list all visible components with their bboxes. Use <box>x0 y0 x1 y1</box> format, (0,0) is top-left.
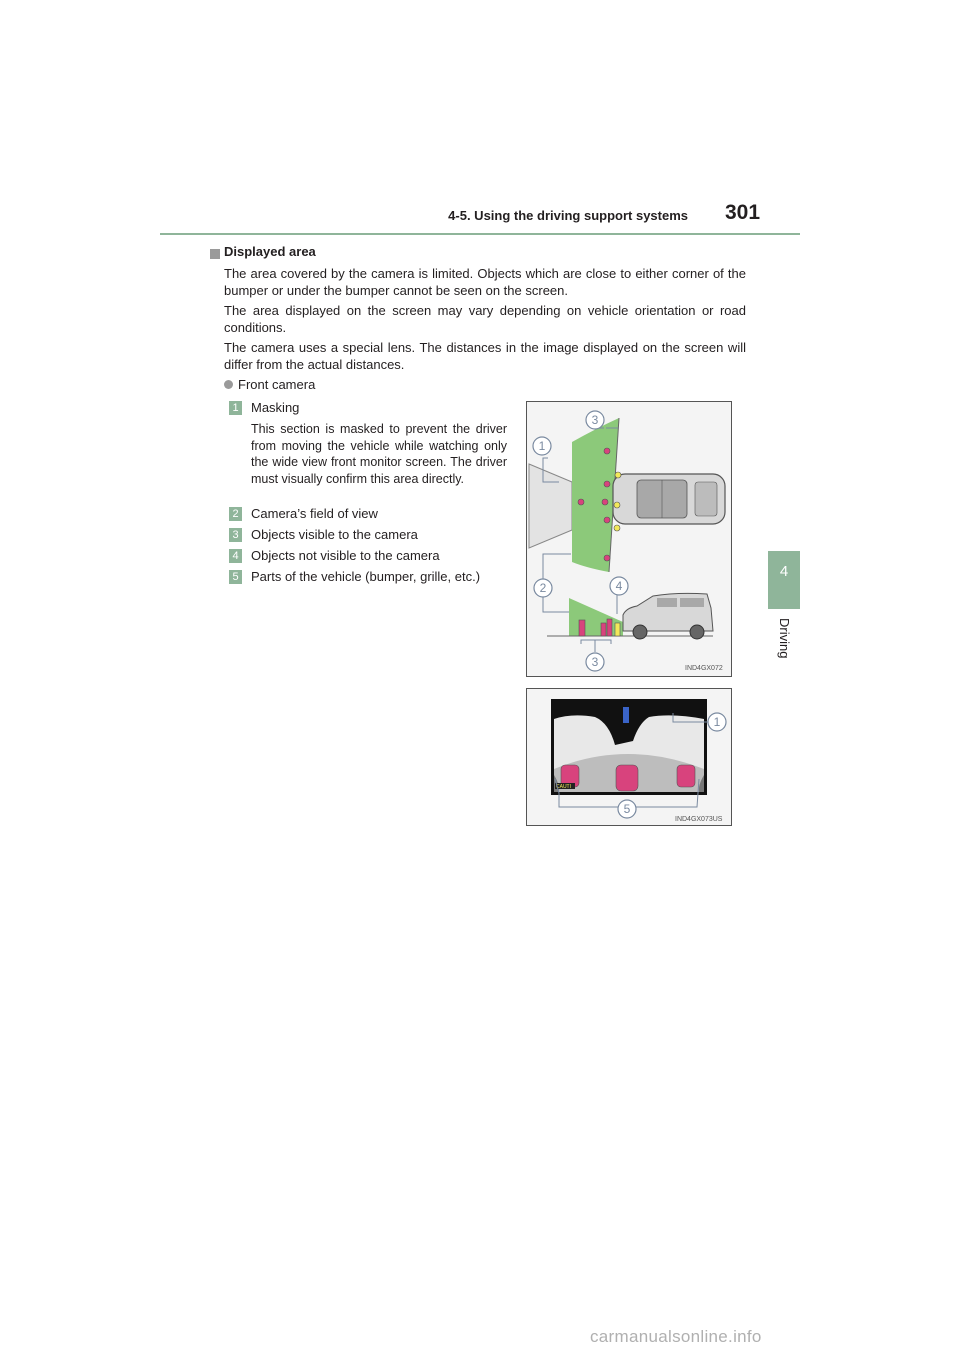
item-label: Parts of the vehicle (bumper, grille, etc.) <box>251 569 481 584</box>
item-number-badge: 5 <box>229 570 242 584</box>
callout-label: 4 <box>615 579 623 593</box>
item-label: Masking <box>251 400 300 415</box>
callout-label: 1 <box>538 439 546 453</box>
item-label: Objects not visible to the camera <box>251 548 440 563</box>
item-number-badge: 4 <box>229 549 242 563</box>
page-header-title: 4-5. Using the driving support systems <box>448 208 688 223</box>
masking-area <box>529 464 572 548</box>
camera-screen-illustration <box>527 689 731 825</box>
watermark: carmanualsonline.info <box>590 1327 762 1346</box>
bullet-circle-icon <box>224 380 233 389</box>
item-label: Objects visible to the camera <box>251 527 418 542</box>
vehicle-top-view <box>613 474 725 524</box>
callout-label: 1 <box>713 715 721 729</box>
camera-coverage-illustration <box>527 402 731 676</box>
bullet-label: Front camera <box>238 377 316 392</box>
chapter-tab-number: 4 <box>779 563 789 580</box>
item-description: This section is masked to prevent the driver from moving the vehicle while watching only the wide view front monitor screen. The driver must visually confirm this area directly. <box>251 422 507 486</box>
callout-label: 2 <box>539 581 547 595</box>
vehicle-side-view <box>623 593 713 639</box>
paragraph: The area displayed on the screen may vary depending on vehicle orientation or road conditions. <box>224 303 746 335</box>
chapter-tab <box>768 551 800 609</box>
chapter-tab-label: Driving <box>777 618 792 659</box>
header-divider <box>160 233 800 235</box>
callout-label: 3 <box>591 413 599 427</box>
figure-code: IND4GX073US <box>675 816 723 823</box>
paragraph: The area covered by the camera is limited. Objects which are close to either corner of the bumper or under the bumper cannot be seen on the screen. <box>224 266 746 298</box>
page-number: 301 <box>725 201 761 224</box>
camera-screen-diagram <box>526 688 732 826</box>
paragraph: The camera uses a special lens. The distances in the image displayed on the screen will differ from the actual distances. <box>224 340 746 372</box>
section-title: Displayed area <box>224 244 316 259</box>
screen-caution-text: CAUTI <box>556 784 571 790</box>
callout-label: 3 <box>591 655 599 669</box>
section-square-icon <box>210 249 220 259</box>
figure-code: IND4GX072 <box>685 665 723 672</box>
field-of-view-top <box>572 418 619 572</box>
item-number-badge: 1 <box>229 401 242 415</box>
callout-label: 5 <box>623 802 631 816</box>
camera-coverage-diagram <box>526 401 732 677</box>
item-number-badge: 2 <box>229 507 242 521</box>
item-label: Camera’s field of view <box>251 506 378 521</box>
item-number-badge: 3 <box>229 528 242 542</box>
